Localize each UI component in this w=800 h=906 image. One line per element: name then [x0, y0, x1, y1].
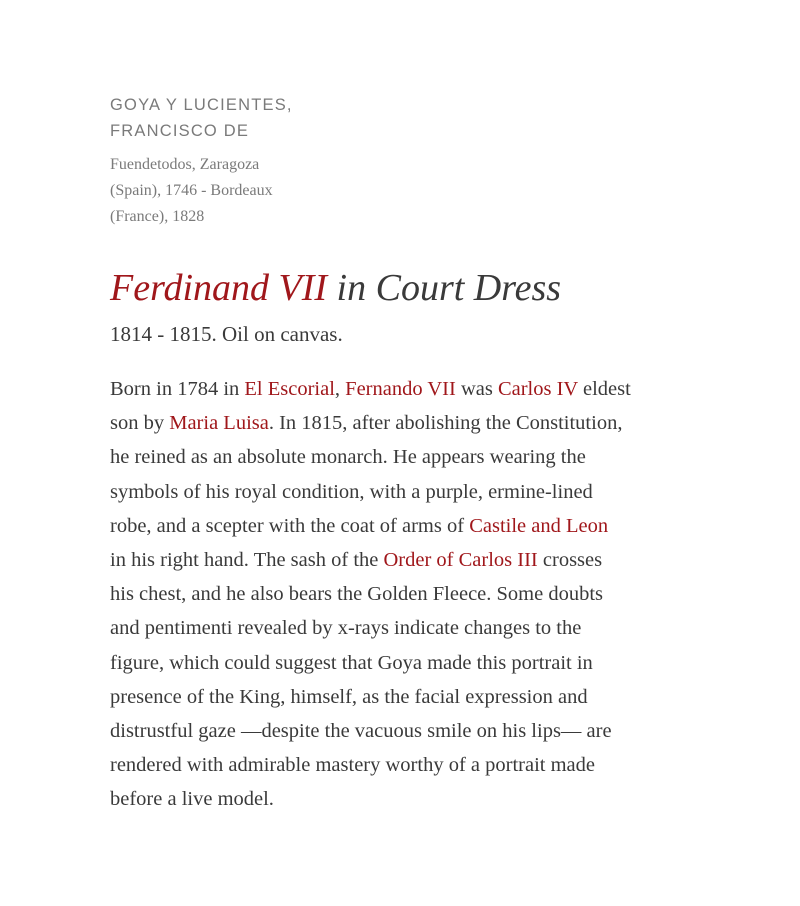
description-link[interactable]: El Escorial — [244, 378, 335, 400]
description-text: son by — [110, 412, 170, 435]
artwork-description — [110, 372, 730, 817]
description-line — [110, 611, 730, 645]
description-link[interactable]: Castile and Leon — [469, 514, 609, 537]
artist-name-line: FRANCISCO DE — [110, 122, 250, 140]
artwork-title — [110, 266, 730, 310]
description-line — [110, 577, 730, 611]
description-text: eldest — [577, 378, 631, 400]
artist-info-line: Fuendetodos, Zaragoza — [110, 156, 260, 173]
description-text: he reined as an absolute monarch. He appears wearing the — [110, 446, 586, 469]
description-text: figure, which could suggest that Goya made this portrait in — [110, 651, 593, 674]
artist-name — [110, 92, 730, 144]
description-link[interactable]: Carlos IV — [497, 378, 578, 400]
artwork-card — [110, 92, 730, 817]
description-line — [110, 680, 730, 714]
description-text: robe, and a scepter with the coat of arms of — [110, 514, 470, 537]
description-line — [110, 782, 730, 816]
description-text: before a live model. — [110, 788, 274, 811]
description-text: , — [334, 378, 346, 400]
description-line — [110, 646, 730, 680]
description-text: . In 1815, after abolishing the Constitution, — [268, 412, 623, 435]
description-text: was — [455, 378, 498, 400]
description-text: in his right hand. The sash of the — [110, 549, 384, 572]
description-link[interactable]: Fernando VII — [345, 378, 456, 400]
artwork-title-rest: in Court Dress — [327, 267, 562, 309]
description-text: Born in 1784 in — [110, 378, 245, 400]
description-text: crosses — [537, 549, 603, 572]
artwork-title-link[interactable]: Ferdinand VII — [110, 267, 328, 309]
artist-info-line: (Spain), 1746 - Bordeaux — [110, 182, 273, 199]
artist-info-line: (France), 1828 — [110, 208, 205, 225]
description-line — [110, 748, 730, 782]
description-line — [110, 543, 730, 577]
description-text: and pentimenti revealed by x-rays indicate changes to the — [110, 617, 582, 640]
description-link[interactable]: Order of Carlos III — [383, 549, 538, 572]
description-text: presence of the King, himself, as the facial expression and — [110, 685, 588, 708]
description-line — [110, 372, 730, 406]
description-line — [110, 475, 730, 509]
description-text: rendered with admirable mastery worthy of a portrait made — [110, 754, 595, 777]
description-line — [110, 406, 730, 440]
description-line — [110, 440, 730, 474]
description-link[interactable]: Maria Luisa — [169, 412, 269, 435]
description-text: symbols of his royal condition, with a purple, ermine-lined — [110, 480, 593, 503]
description-line — [110, 714, 730, 748]
artist-name-line: GOYA Y LUCIENTES, — [110, 96, 293, 114]
description-text: distrustful gaze —despite the vacuous smile on his lips— are — [110, 720, 612, 743]
description-line — [110, 509, 730, 543]
artist-birth-death — [110, 152, 730, 230]
description-text: his chest, and he also bears the Golden Fleece. Some doubts — [110, 583, 604, 606]
artwork-date-medium: 1814 - 1815. Oil on canvas. — [110, 322, 343, 346]
